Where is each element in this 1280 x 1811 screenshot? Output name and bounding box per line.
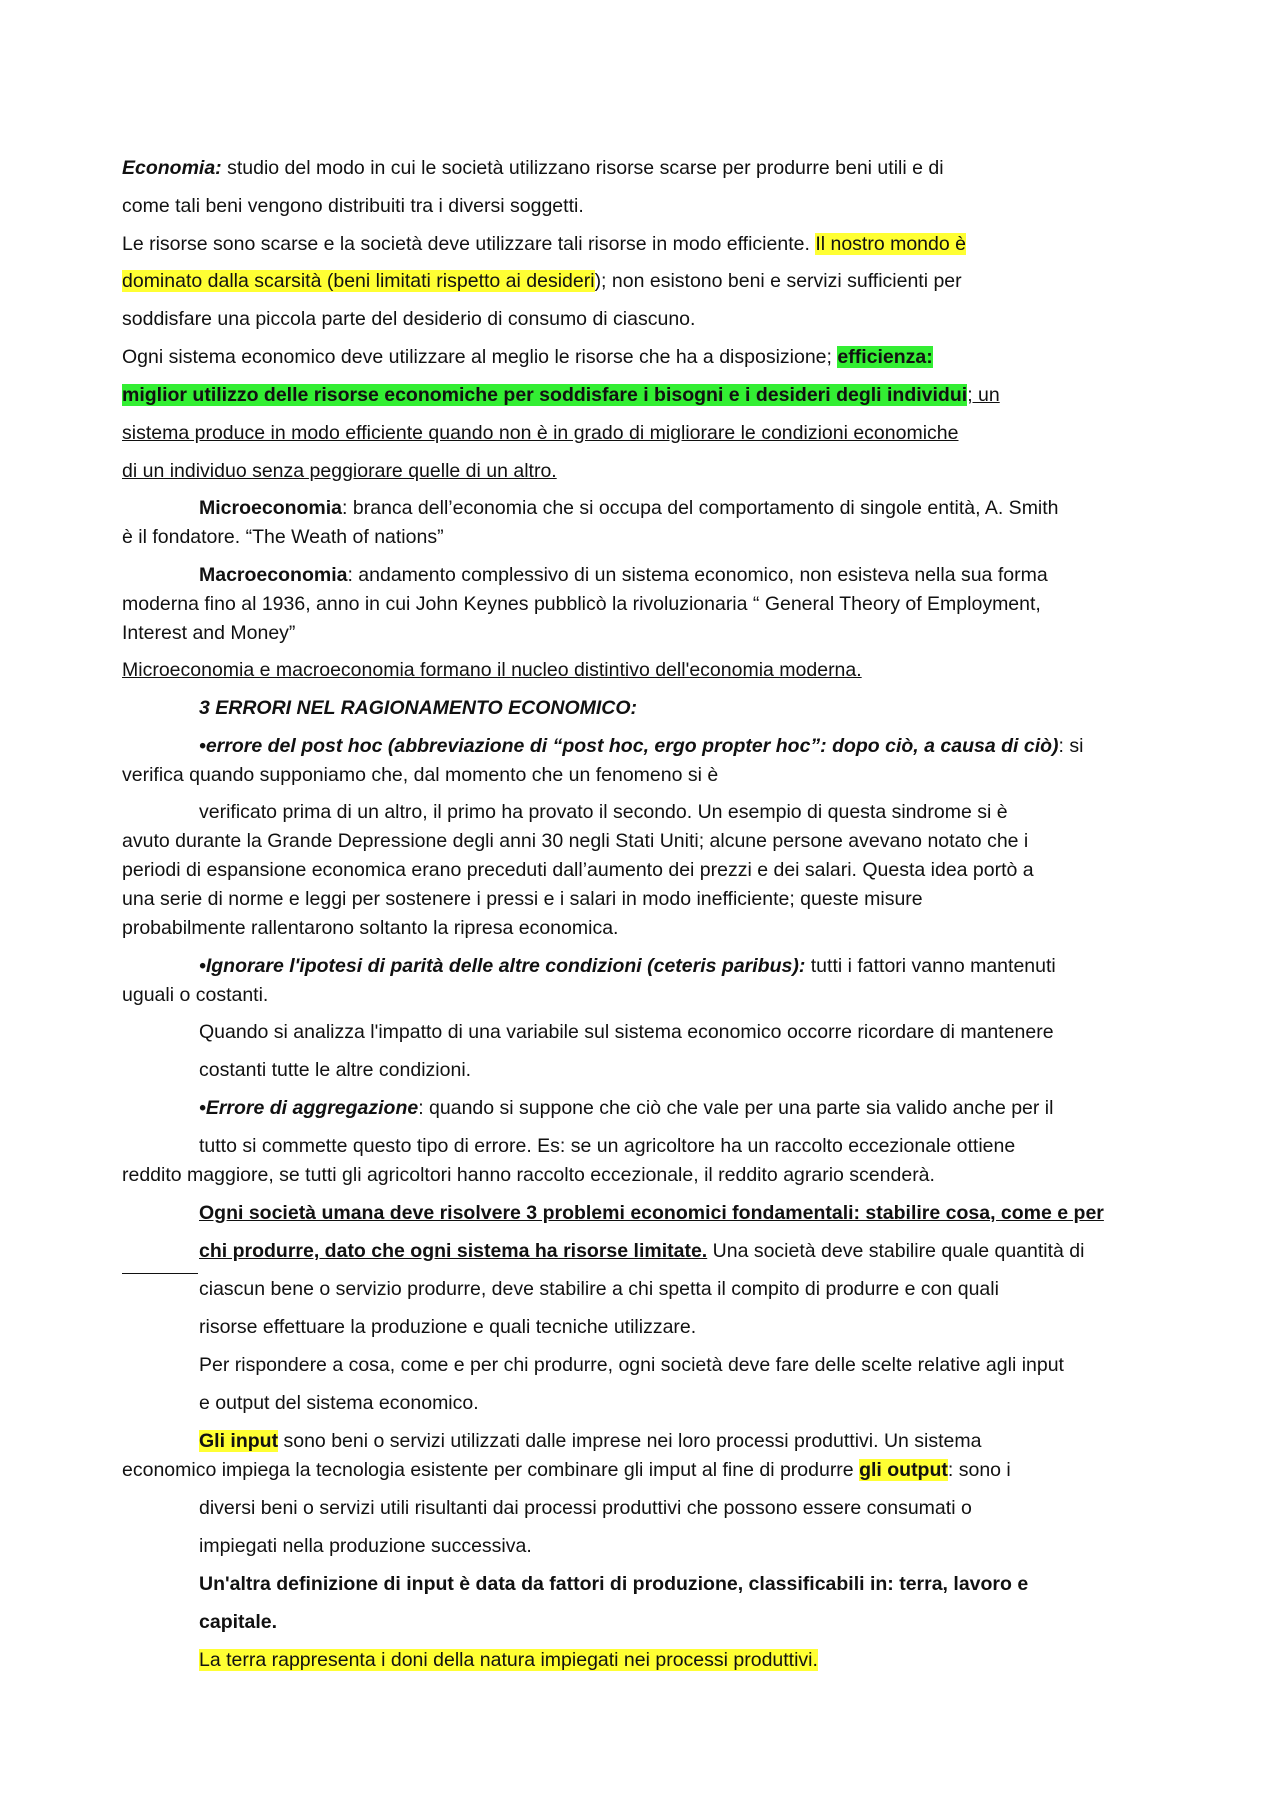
text: costanti tutte le altre condizioni.	[199, 1059, 472, 1081]
term-post-hoc: •errore del post hoc (abbreviazione di “post hoc, ergo propter hoc”: dopo ciò, a causa di ciò)	[199, 735, 1059, 757]
text-bold: Un'altra definizione di input è data da fattori di produzione, classificabili in: terra, lavoro e	[199, 1573, 1029, 1595]
text-underlined: di un individuo senza peggiorare quelle di un altro.	[122, 460, 557, 482]
line	[122, 619, 1162, 648]
line	[122, 1494, 1162, 1523]
line	[122, 590, 1162, 619]
text-underlined: ; un	[967, 384, 1000, 406]
text: e output del sistema economico.	[199, 1392, 479, 1414]
line	[122, 267, 1162, 296]
line	[122, 419, 1162, 448]
text: : andamento complessivo di un sistema economico, non esisteva nella sua forma	[347, 564, 1048, 586]
line-fattori	[122, 1570, 1162, 1599]
text-bold-underlined: Ogni società umana deve risolvere 3 problemi economici fondamentali: stabilire cosa, come e per	[199, 1202, 1104, 1224]
text: Una società deve stabilire quale quantità di	[707, 1240, 1085, 1262]
text-bold-underlined: chi produrre, dato che ogni sistema ha risorse limitate.	[199, 1240, 708, 1262]
text-underlined: sistema produce in modo efficiente quando non è in grado di migliorare le condizioni economiche	[122, 422, 959, 444]
text: Le risorse sono scarse e la società deve utilizzare tali risorse in modo efficiente.	[122, 233, 816, 255]
text: studio del modo in cui le società utilizzano risorse scarse per produrre beni utili e di	[221, 157, 944, 179]
line-terra	[122, 1646, 1162, 1675]
term-economia: Economia:	[122, 157, 222, 179]
heading-text: 3 ERRORI NEL RAGIONAMENTO ECONOMICO:	[199, 697, 638, 719]
line	[122, 1132, 1162, 1161]
line	[122, 1532, 1162, 1561]
highlight-yellow: gli output	[859, 1459, 948, 1481]
text: è il fondatore. “The Weath of nations”	[122, 526, 444, 548]
text: ); non esistono beni e servizi sufficienti per	[594, 270, 962, 292]
highlight-yellow: dominato dalla scarsità (beni limitati rispetto ai desideri	[122, 270, 595, 292]
line	[122, 1351, 1162, 1380]
underline-indent	[122, 1273, 198, 1274]
term-aggregazione: •Errore di aggregazione	[199, 1097, 419, 1119]
line	[122, 856, 1162, 885]
line	[122, 457, 1162, 486]
text: impiegati nella produzione successiva.	[199, 1535, 532, 1557]
line	[122, 1161, 1162, 1190]
line	[122, 230, 1162, 259]
highlight-green: miglior utilizzo delle risorse economiche per soddisfare i bisogni e i desideri degli individui	[122, 384, 968, 406]
line	[122, 1389, 1162, 1418]
text: verifica quando supponiamo che, dal momento che un fenomeno si è	[122, 764, 719, 786]
line	[122, 1608, 1162, 1637]
text-bold: capitale.	[199, 1611, 278, 1633]
line-input	[122, 1427, 1162, 1456]
line-problemi	[122, 1199, 1162, 1228]
line-macroeconomia	[122, 561, 1162, 590]
text: : branca dell’economia che si occupa del comportamento di singole entità, A. Smith	[342, 497, 1059, 519]
text: sono beni o servizi utilizzati dalle imprese nei loro processi produttivi. Un sistema	[278, 1430, 982, 1452]
text-underlined: Microeconomia e macroeconomia formano il nucleo distintivo dell'economia moderna.	[122, 659, 862, 681]
text: ciascun bene o servizio produrre, deve stabilire a chi spetta il compito di produrre e con quali	[199, 1278, 999, 1300]
text: diversi beni o servizi utili risultanti dai processi produttivi che possono essere consumati o	[199, 1497, 972, 1519]
line	[122, 827, 1162, 856]
text: : quando si suppone che ciò che vale per una parte sia valido anche per il	[418, 1097, 1054, 1119]
term-microeconomia: Microeconomia	[199, 497, 343, 519]
line	[122, 914, 1162, 943]
errors-heading	[122, 694, 1162, 723]
line	[122, 1018, 1162, 1047]
text: avuto durante la Grande Depressione degli anni 30 negli Stati Uniti; alcune persone avevano notato che i	[122, 830, 1029, 852]
line	[122, 1275, 1162, 1304]
text: come tali beni vengono distribuiti tra i diversi soggetti.	[122, 195, 584, 217]
line-microeconomia	[122, 494, 1162, 523]
text: : si	[1058, 735, 1084, 757]
line	[122, 981, 1162, 1010]
text: probabilmente rallentarono soltanto la ripresa economica.	[122, 917, 619, 939]
text: verificato prima di un altro, il primo ha provato il secondo. Un esempio di questa sindrome si è	[199, 801, 1008, 823]
line	[122, 343, 1162, 372]
line-nucleo	[122, 656, 1162, 685]
text: periodi di espansione economica erano preceduti dall’aumento dei prezzi e dei salari. Questa idea portò a	[122, 859, 1034, 881]
line	[122, 305, 1162, 334]
text: uguali o costanti.	[122, 984, 269, 1006]
line	[122, 798, 1162, 827]
term-ceteris-paribus: •Ignorare l'ipotesi di parità delle altre condizioni (ceteris paribus):	[199, 955, 806, 977]
text: economico impiega la tecnologia esistente per combinare gli imput al fine di produrre	[122, 1459, 860, 1481]
text: Quando si analizza l'impatto di una variabile sul sistema economico occorre ricordare di mantenere	[199, 1021, 1054, 1043]
line-post-hoc	[122, 732, 1162, 761]
line	[122, 381, 1162, 410]
line	[122, 885, 1162, 914]
text: Per rispondere a cosa, come e per chi produrre, ogni società deve fare delle scelte relative agli input	[199, 1354, 1064, 1376]
line	[122, 761, 1162, 790]
line	[122, 1313, 1162, 1342]
text: risorse effettuare la produzione e quali tecniche utilizzare.	[199, 1316, 697, 1338]
highlight-yellow: Il nostro mondo è	[815, 233, 966, 255]
text: moderna fino al 1936, anno in cui John Keynes pubblicò la rivoluzionaria “ General Theory of Employment,	[122, 593, 1041, 615]
highlight-yellow: La terra rappresenta i doni della natura impiegati nei processi produttivi.	[199, 1649, 818, 1671]
line	[122, 523, 1162, 552]
line-aggregazione	[122, 1094, 1162, 1123]
line	[122, 1237, 1162, 1266]
line	[122, 1056, 1162, 1085]
highlight-green: efficienza:	[837, 346, 933, 368]
line-ceteris-paribus	[122, 952, 1162, 981]
line	[122, 192, 1162, 221]
term-macroeconomia: Macroeconomia	[199, 564, 348, 586]
text: Ogni sistema economico deve utilizzare al meglio le risorse che ha a disposizione;	[122, 346, 838, 368]
text: : sono i	[947, 1459, 1011, 1481]
highlight-yellow: Gli input	[199, 1430, 279, 1452]
text: tutto si commette questo tipo di errore. Es: se un agricoltore ha un raccolto eccezionale ottiene	[199, 1135, 1016, 1157]
text: soddisfare una piccola parte del desiderio di consumo di ciascuno.	[122, 308, 696, 330]
text: tutti i fattori vanno mantenuti	[805, 955, 1056, 977]
text: Interest and Money”	[122, 622, 296, 644]
text: reddito maggiore, se tutti gli agricoltori hanno raccolto eccezionale, il reddito agrario scenderà.	[122, 1164, 935, 1186]
line-economia-definition	[122, 154, 1162, 183]
line	[122, 1456, 1162, 1485]
text: una serie di norme e leggi per sostenere i pressi e i salari in modo inefficiente; queste misure	[122, 888, 923, 910]
